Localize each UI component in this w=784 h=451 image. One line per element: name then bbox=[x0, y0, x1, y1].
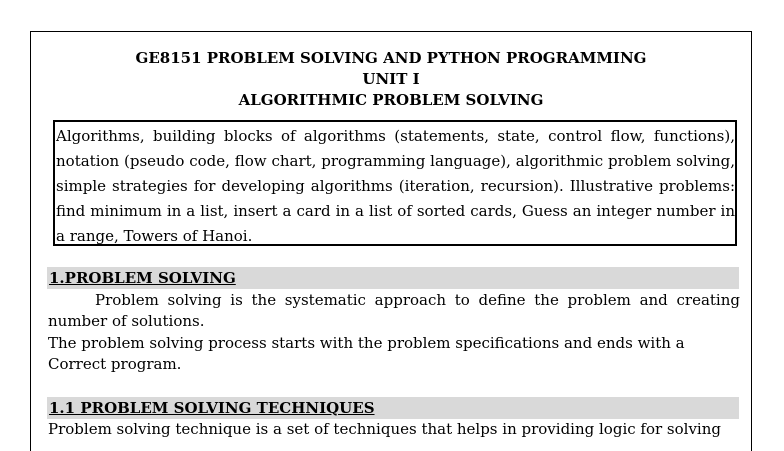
paragraph-text: Problem solving is the systematic approach to define the problem and creating number of solutions. bbox=[48, 291, 740, 330]
unit-number: UNIT I bbox=[362, 70, 420, 88]
paragraph bbox=[48, 290, 740, 332]
unit-name: ALGORITHMIC PROBLEM SOLVING bbox=[238, 91, 544, 109]
paragraph: The problem solving process starts with the problem specifications and ends with a Correct program. bbox=[48, 334, 685, 373]
course-title: GE8151 PROBLEM SOLVING AND PYTHON PROGRAMMING bbox=[135, 49, 647, 67]
section-heading-problem-solving: 1.PROBLEM SOLVING bbox=[47, 267, 739, 289]
section-heading-problem-solving-techniques: 1.1 PROBLEM SOLVING TECHNIQUES bbox=[47, 397, 739, 419]
document-page bbox=[30, 31, 752, 451]
paragraph: Problem solving technique is a set of techniques that helps in providing logic for solving bbox=[48, 420, 721, 438]
document-title-block bbox=[31, 48, 751, 111]
syllabus-box: Algorithms, building blocks of algorithms (statements, state, control flow, functions), notation (pseudo code, flow chart, programming language), algorithmic problem solving, simple strategies for developing algorithms (iteration, recursion). Illustrative problems: find minimum in a list, insert a card in a list of sorted cards, Guess an integer number in a range, Towers of Hanoi. bbox=[53, 120, 737, 246]
